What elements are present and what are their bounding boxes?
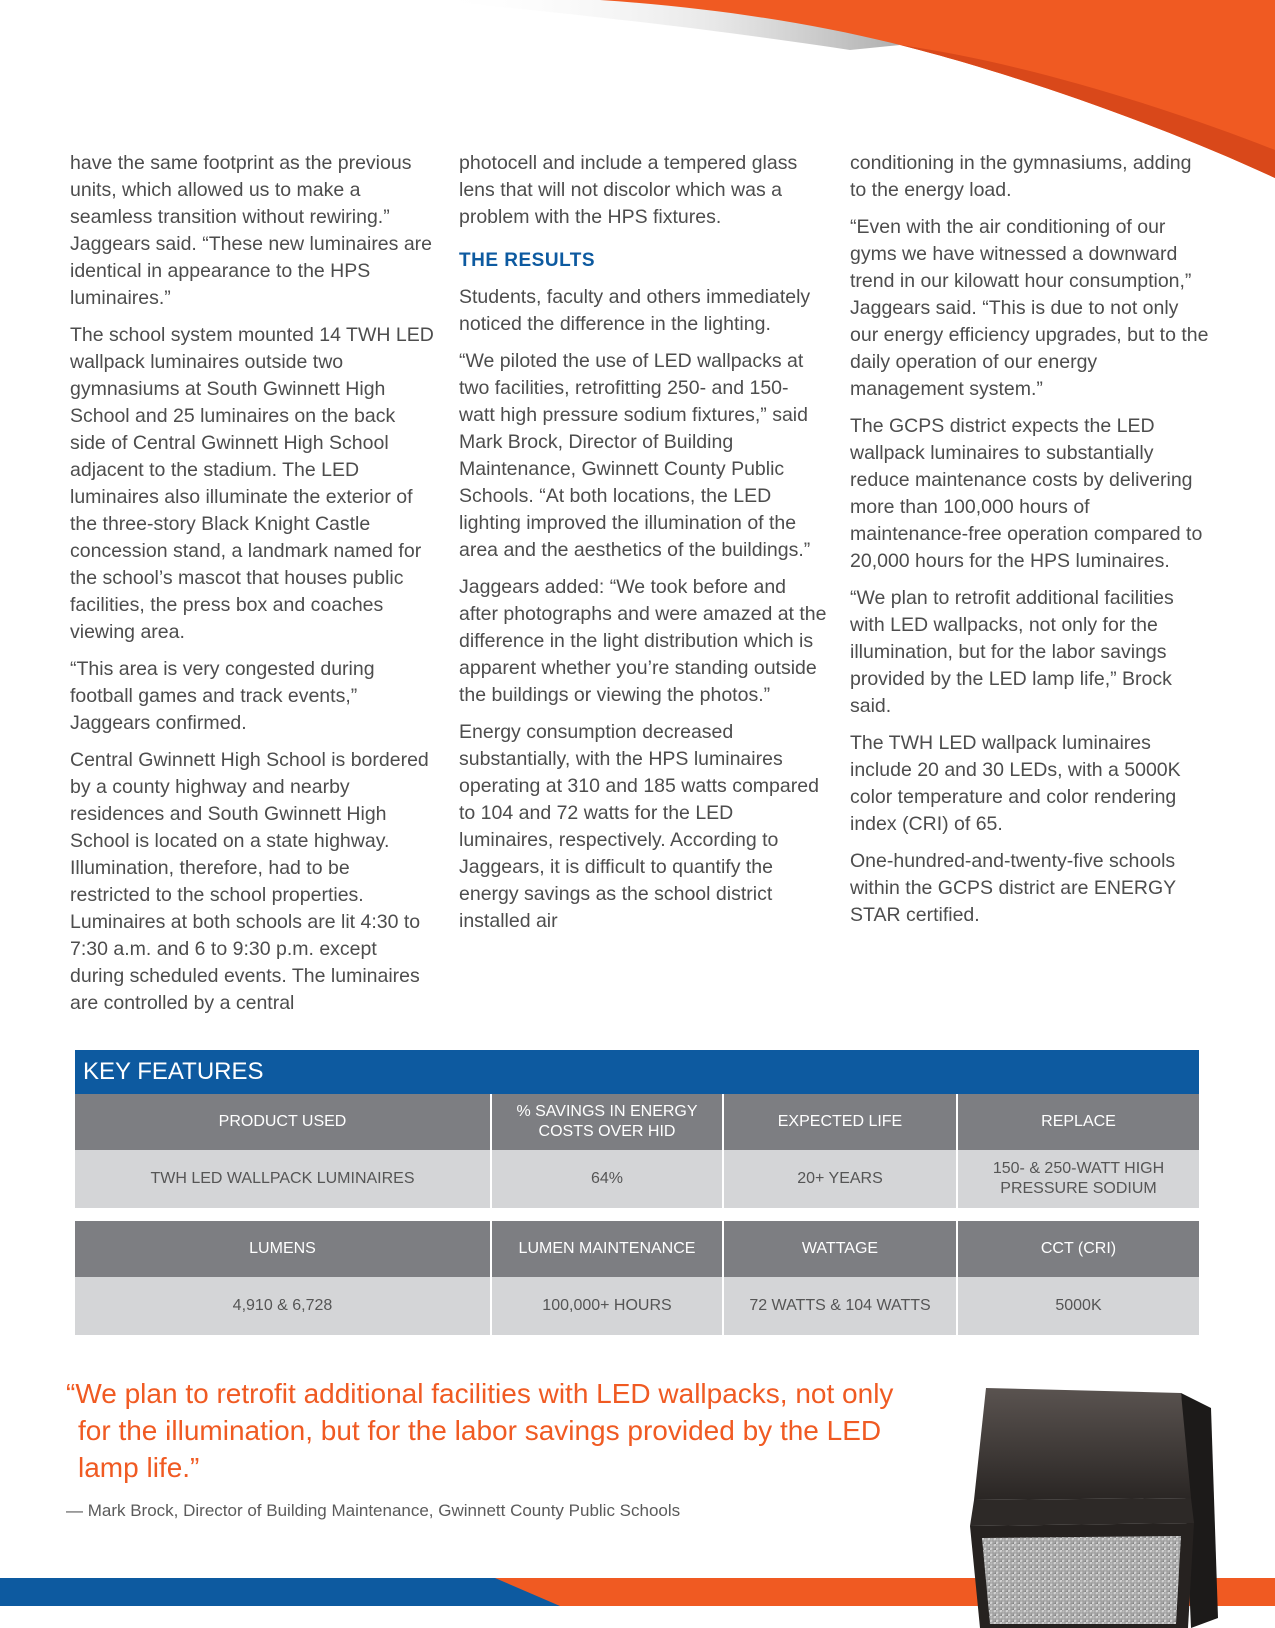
table-header-cell: LUMENS [75, 1221, 491, 1277]
key-features-table-1 [75, 1094, 1199, 1208]
paragraph: “This area is very congested during football games and track events,” Jaggears confirmed. [70, 658, 375, 734]
paragraph: The TWH LED wallpack luminaires include 20 and 30 LEDs, with a 5000K color temperature and color rendering index (CRI) of 65. [850, 732, 1181, 835]
table-header-cell: LUMEN MAINTENANCE [491, 1221, 723, 1277]
paragraph: Energy consumption decreased substantially, with the HPS luminaires operating at 310 and 185 watts compared to 104 and 72 watts for the LED luminaires, respectively. According to Jaggears, it is difficult to quantify the energy savings as the school district installed air [459, 721, 819, 932]
article-column-3 [850, 150, 1210, 939]
table-cell: 20+ YEARS [723, 1150, 957, 1208]
article-columns [70, 150, 1209, 1030]
paragraph: Central Gwinnett High School is bordered by a county highway and nearby residences and South Gwinnett High School is located on a state highway. Illumination, therefore, had to be restricted to the school properties. Luminaires at both schools are lit 4:30 to 7:30 a.m. and 6 to 9:30 p.m. except during scheduled events. The luminaires are controlled by a central [70, 749, 429, 1014]
paragraph: One-hundred-and-twenty-five schools within the GCPS district are ENERGY STAR certified. [850, 850, 1176, 926]
table-header-cell: % SAVINGS IN ENERGY COSTS OVER HID [491, 1094, 723, 1150]
table-cell: TWH LED WALLPACK LUMINAIRES [75, 1150, 491, 1208]
paragraph: Students, faculty and others immediately noticed the difference in the lighting. [459, 286, 811, 335]
table-cell: 100,000+ HOURS [491, 1277, 723, 1335]
quote-attribution: — Mark Brock, Director of Building Maintenance, Gwinnett County Public Schools [66, 1501, 681, 1520]
table-row [75, 1150, 1199, 1208]
table-cell: 4,910 & 6,728 [75, 1277, 491, 1335]
paragraph: Jaggears added: “We took before and after photographs and were amazed at the difference in the light distribution which is apparent whether you’re standing outside the buildings or viewing the photos.” [459, 576, 827, 706]
table-header-cell: REPLACE [957, 1094, 1199, 1150]
table-cell: 150- & 250-WATT HIGH PRESSURE SODIUM [957, 1150, 1199, 1208]
article-column-2 [459, 150, 827, 945]
paragraph: have the same footprint as the previous units, which allowed us to make a seamless transition without rewiring.” Jaggears said. “These new luminaires are identical in appearance to the HPS luminaires.” [70, 152, 433, 309]
table-cell: 72 WATTS & 104 WATTS [723, 1277, 957, 1335]
table-header-cell: PRODUCT USED [75, 1094, 491, 1150]
paragraph: “We plan to retrofit additional facilities with LED wallpacks, not only for the illumination, but for the labor savings provided by the LED lamp life,” Brock said. [850, 587, 1174, 717]
paragraph: “We piloted the use of LED wallpacks at two facilities, retrofitting 250- and 150- watt high pressure sodium fixtures,” said Mark Brock, Director of Building Maintenance, Gwinnett County Public Schools. “At both locations, the LED lighting improved the illumination of the area and the aesthetics of the buildings.” [459, 350, 811, 561]
table-header-cell: WATTAGE [723, 1221, 957, 1277]
table-cell: 5000K [957, 1277, 1199, 1335]
paragraph: photocell and include a tempered glass lens that will not discolor which was a problem with the HPS fixtures. [459, 152, 798, 228]
key-features-title: KEY FEATURES [75, 1050, 1199, 1094]
paragraph: The school system mounted 14 TWH LED wallpack luminaires outside two gymnasiums at South Gwinnett High School and 25 luminaires on the back side of Central Gwinnett High School adjacent to the stadium. The LED luminaires also illuminate the exterior of the three-story Black Knight Castle concession stand, a landmark named for the school’s mascot that houses public facilities, the press box and coaches viewing area. [70, 324, 434, 643]
key-features-table-2 [75, 1221, 1199, 1335]
table-header-cell: EXPECTED LIFE [723, 1094, 957, 1150]
paragraph: The GCPS district expects the LED wallpack luminaires to substantially reduce maintenance costs by delivering more than 100,000 hours of maintenance-free operation compared to 20,000 hours for the HPS luminaires. [850, 415, 1203, 572]
article-column-1 [70, 150, 435, 1027]
wallpack-fixture-image [966, 1388, 1221, 1628]
paragraph: “Even with the air conditioning of our gyms we have witnessed a downward trend in our kilowatt hour consumption,” Jaggears said. “This is due to not only our energy efficiency upgrades, but to the daily operation of our energy management system.” [850, 216, 1209, 400]
table-cell: 64% [491, 1150, 723, 1208]
table-header-cell: CCT (CRI) [957, 1221, 1199, 1277]
results-heading: THE RESULTS [459, 250, 596, 271]
table-header-row [75, 1221, 1199, 1277]
pull-quote: “We plan to retrofit additional facilities with LED wallpacks, not only for the illumination, but for the labor savings provided by the LED lamp life.” [66, 1378, 894, 1483]
table-row [75, 1277, 1199, 1335]
table-header-row [75, 1094, 1199, 1150]
paragraph: conditioning in the gymnasiums, adding to the energy load. [850, 152, 1192, 201]
